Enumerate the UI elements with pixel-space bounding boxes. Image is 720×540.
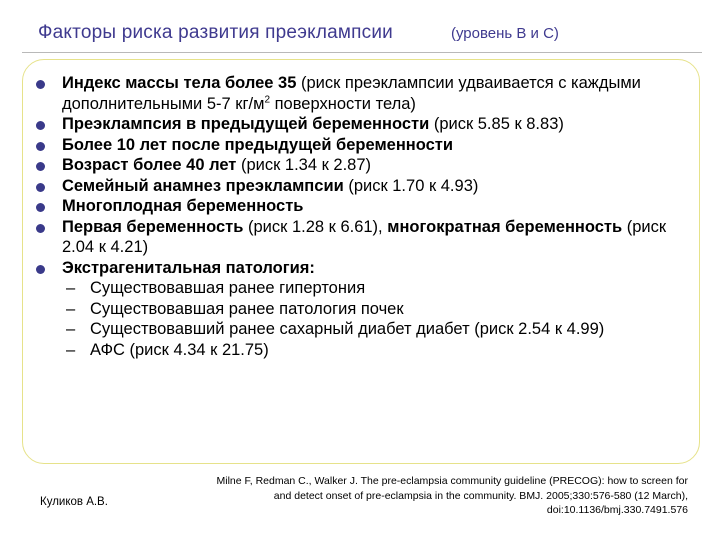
risk-factor-list — [36, 73, 686, 360]
bullet-icon — [36, 142, 45, 151]
item-text: (риск 1.70 к 4.93) — [343, 176, 479, 195]
item-bold: Первая беременность — [62, 217, 244, 236]
bullet-icon — [36, 265, 45, 274]
title-divider — [22, 52, 702, 53]
dash-icon: – — [66, 279, 76, 297]
title-subtitle: (уровень В и С) — [450, 25, 559, 42]
list-item-previous-preeclampsia — [36, 114, 686, 135]
item-bold: Индекс массы тела более 35 — [62, 74, 297, 92]
subitem-diabetes — [36, 319, 686, 340]
reference-citation: Milne F, Redman C., Walker J. The pre-eclampsia community guideline (PRECOG): how to screen for and detect onset of pre-eclampsia in the community. BMJ. 2005;330:576-580 (12 March), doi:10.1136/bmj.330.7491.576 — [216, 475, 688, 516]
subitem-text: Существовавшая ранее патология почек — [90, 299, 404, 318]
dash-icon: – — [66, 299, 76, 318]
dash-icon: – — [66, 320, 76, 338]
item-bold: Преэклампсия в предыдущей беременности — [62, 115, 430, 133]
subitem-text: Существовавший ранее сахарный диабет диабет (риск 2.54 к 4.99) — [90, 320, 605, 338]
list-item-age — [36, 155, 686, 176]
item-bold: Семейный анамнез преэклампсии — [62, 176, 344, 195]
item-bold: Многоплодная беременность — [62, 197, 304, 215]
item-text: (риск преэклампсии удваивается с каждыми дополнительными 5-7 кг/м — [62, 74, 641, 113]
list-item-extragenital — [36, 258, 686, 279]
list-item-bmi — [36, 73, 686, 114]
item-text: (риск 5.85 к 8.83) — [429, 115, 564, 133]
item-tail: поверхности тела) — [270, 94, 416, 113]
bullet-icon — [36, 183, 45, 192]
title-main: Факторы риска развития преэклампсии — [38, 22, 393, 43]
bullet-icon — [36, 80, 45, 89]
item-text: (риск 1.28 к 6.61), — [243, 217, 388, 236]
author-name: Куликов А.В. — [40, 496, 108, 508]
subitem-aps — [36, 340, 686, 361]
list-item-interval — [36, 135, 686, 156]
subitem-hypertension — [36, 278, 686, 299]
subitem-kidney — [36, 299, 686, 320]
list-item-multiple-pregnancy — [36, 196, 686, 217]
item-bold: Экстрагенитальная патология: — [62, 258, 315, 277]
item-sup: 2 — [264, 94, 271, 105]
subitem-text: АФС (риск 4.34 к 21.75) — [90, 340, 269, 359]
item-bold: Более 10 лет после предыдущей беременности — [62, 135, 454, 154]
bullet-icon — [36, 162, 45, 171]
item-bold-2: многократная беременность — [387, 217, 623, 236]
subitem-text: Существовавшая ранее гипертония — [90, 279, 366, 297]
list-item-family-history — [36, 176, 686, 197]
bullet-icon — [36, 203, 45, 212]
item-bold: Возраст более 40 лет — [62, 156, 237, 174]
bullet-icon — [36, 224, 45, 233]
item-text: (риск 1.34 к 2.87) — [236, 156, 372, 174]
bullet-icon — [36, 121, 45, 130]
slide-title — [38, 22, 559, 44]
list-item-first-pregnancy — [36, 217, 686, 258]
dash-icon: – — [66, 340, 76, 359]
item-text-2: (риск 2.04 к 4.21) — [62, 217, 667, 256]
